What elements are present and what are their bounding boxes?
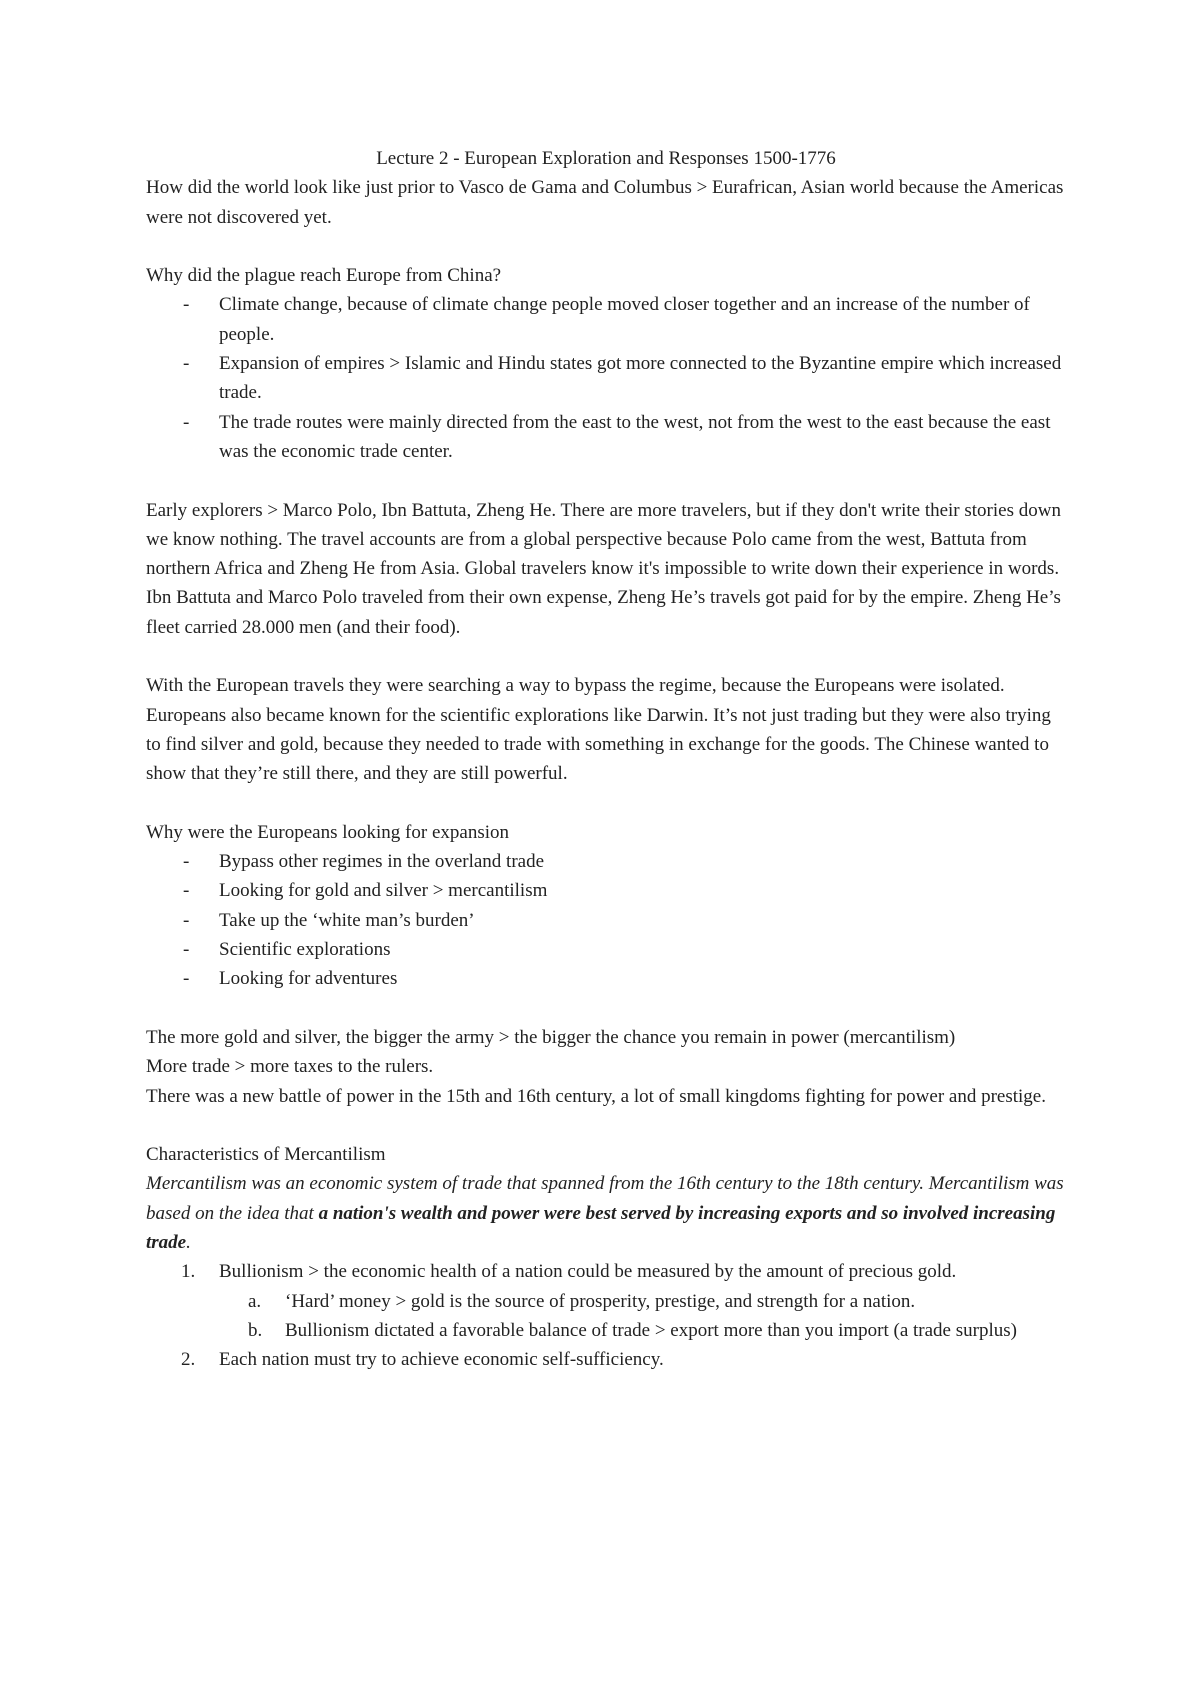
expansion-list [146,847,1066,993]
sub-list-item: b. Bullionism dictated a favorable balance of trade > export more than you import (a trade surplus) [212,1316,1066,1345]
definition-italic: Mercantilism was an economic system of trade that spanned from the 16th century to the 18th century. Mercantilism was based on the idea that [146,1173,1064,1224]
expansion-heading: Why were the Europeans looking for expansion [146,821,510,843]
definition-end: . [186,1231,191,1253]
list-item: - Expansion of empires > Islamic and Hindu states got more connected to the Byzantine empire which increased trade. [146,349,1066,408]
spacer [146,466,1066,495]
list-item: 1. Bullionism > the economic health of a nation could be measured by the amount of precious gold. a. ‘Hard’ money > gold is the source of prosperity, prestige, and strength for a nation. b. Bullionism dictated a favorable balance of trade > export more than you import (a trade surplus) [146,1257,1066,1345]
list-item: 2. Each nation must try to achieve economic self-sufficiency. [146,1345,1066,1374]
dash-marker: - [183,939,190,961]
spacer [146,642,1066,671]
intro-paragraph: How did the world look like just prior to Vasco de Gama and Columbus > Eurafrican, Asian world because the Americas were not discovered yet. [146,177,1064,228]
document-page [146,144,1066,1374]
european-travels-paragraph: With the European travels they were searching a way to bypass the regime, because the Europeans were isolated. Europeans also became known for the scientific explorations like Darwin. It’s not just trading but they were also trying to find silver and gold, because they needed to trade with something in exchange for the goods. The Chinese wanted to show that they’re still there, and they are still powerful. [146,675,1051,785]
dash-marker: - [183,411,190,433]
letter-marker: a. [248,1290,262,1312]
list-item: - The trade routes were mainly directed from the east to the west, not from the west to the east because the east was the economic trade center. [146,408,1066,467]
spacer [146,1111,1066,1140]
power-line-3: There was a new battle of power in the 15th and 16th century, a lot of small kingdoms fighting for power and prestige. [146,1085,1046,1107]
dash-marker: - [183,851,190,873]
sub-list [212,1287,1066,1346]
sub-list-item: a. ‘Hard’ money > gold is the source of prosperity, prestige, and strength for a nation. [212,1287,1066,1316]
list-item: - Looking for gold and silver > mercantilism [146,876,1066,905]
mercantilism-heading: Characteristics of Mercantilism [146,1144,386,1166]
list-item: - Bypass other regimes in the overland trade [146,847,1066,876]
list-item: - Scientific explorations [146,935,1066,964]
dash-marker: - [183,880,190,902]
spacer [146,232,1066,261]
plague-list [146,290,1066,466]
dash-marker: - [183,294,190,316]
list-item: - Take up the ‘white man’s burden’ [146,906,1066,935]
list-item: - Climate change, because of climate change people moved closer together and an increase of the number of people. [146,290,1066,349]
explorers-paragraph: Early explorers > Marco Polo, Ibn Battuta, Zheng He. There are more travelers, but if they don't write their stories down we know nothing. The travel accounts are from a global perspective because Polo came from the west, Battuta from northern Africa and Zheng He from Asia. Global travelers know it's impossible to write down their experience in words. Ibn Battuta and Marco Polo traveled from their own expense, Zheng He’s travels got paid for by the empire. Zheng He’s fleet carried 28.000 men (and their food). [146,499,1061,638]
number-marker: 2. [181,1349,196,1371]
power-line-2: More trade > more taxes to the rulers. [146,1056,434,1078]
spacer [146,994,1066,1023]
dash-marker: - [183,353,190,375]
page-title: Lecture 2 - European Exploration and Responses 1500-1776 [376,148,836,169]
dash-marker: - [183,909,190,931]
definition-bold: a nation's wealth and power were best served by increasing exports and so involved increasing trade [146,1202,1056,1253]
list-item: - Looking for adventures [146,964,1066,993]
mercantilism-list [146,1257,1066,1374]
dash-marker: - [183,968,190,990]
letter-marker: b. [248,1319,263,1341]
number-marker: 1. [181,1261,196,1283]
spacer [146,789,1066,818]
mercantilism-definition [146,1169,1066,1257]
plague-heading: Why did the plague reach Europe from China? [146,265,502,287]
power-line-1: The more gold and silver, the bigger the army > the bigger the chance you remain in power (mercantilism) [146,1026,956,1048]
